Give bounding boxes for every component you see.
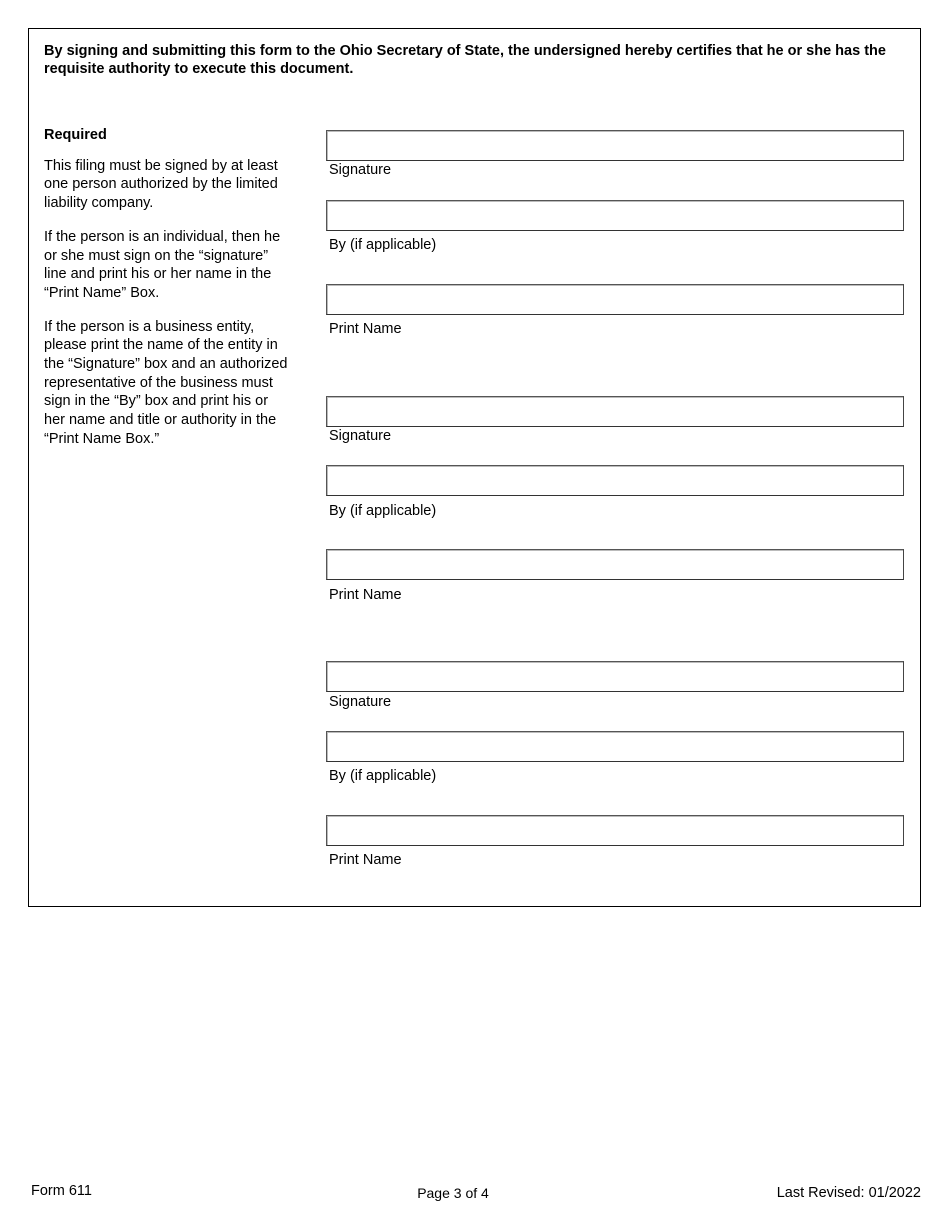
signer-3-print-name-field[interactable] (326, 815, 904, 846)
certification-statement: By signing and submitting this form to the Ohio Secretary of State, the undersigned hereby certifies that he or she has the requisite authority to execute this document. (44, 43, 886, 77)
signer-2-by-label: By (if applicable) (329, 503, 437, 519)
page-number: Page 3 of 4 (417, 1185, 489, 1201)
signer-2-signature-field[interactable] (326, 396, 904, 427)
instruction-paragraph-1: This filing must be signed by at least one person authorized by the limited liability company. (44, 157, 278, 212)
required-heading: Required (44, 127, 107, 143)
signer-2-by-field[interactable] (326, 465, 904, 496)
signer-3-by-field[interactable] (326, 731, 904, 762)
signer-2-signature-label: Signature (329, 428, 392, 444)
instruction-paragraph-3: If the person is a business entity, please print the name of the entity in the “Signature” box and an authorized representative of the business must sign in the “By” box and print his or her name and title or authority in the “Print Name Box.” (44, 318, 288, 447)
signer-1-signature-field[interactable] (326, 130, 904, 161)
signer-3-by-label: By (if applicable) (329, 768, 437, 784)
signer-1-signature-label: Signature (329, 162, 392, 178)
revision-date: Last Revised: 01/2022 (776, 1185, 921, 1201)
signer-3-signature-label: Signature (329, 694, 392, 710)
signer-2-print-name-label: Print Name (329, 587, 402, 603)
form-number: Form 611 (31, 1183, 92, 1199)
signer-1-by-label: By (if applicable) (329, 237, 437, 253)
signing-instructions (44, 126, 289, 464)
signer-3-signature-field[interactable] (326, 661, 904, 692)
signer-1-print-name-label: Print Name (329, 321, 402, 337)
signer-3-print-name-label: Print Name (329, 852, 402, 868)
signature-section (28, 28, 921, 907)
signer-1-by-field[interactable] (326, 200, 904, 231)
signer-1-print-name-field[interactable] (326, 284, 904, 315)
instruction-paragraph-2: If the person is an individual, then he or she must sign on the “signature” line and print his or her name in the “Print Name” Box. (44, 228, 281, 301)
signer-2-print-name-field[interactable] (326, 549, 904, 580)
